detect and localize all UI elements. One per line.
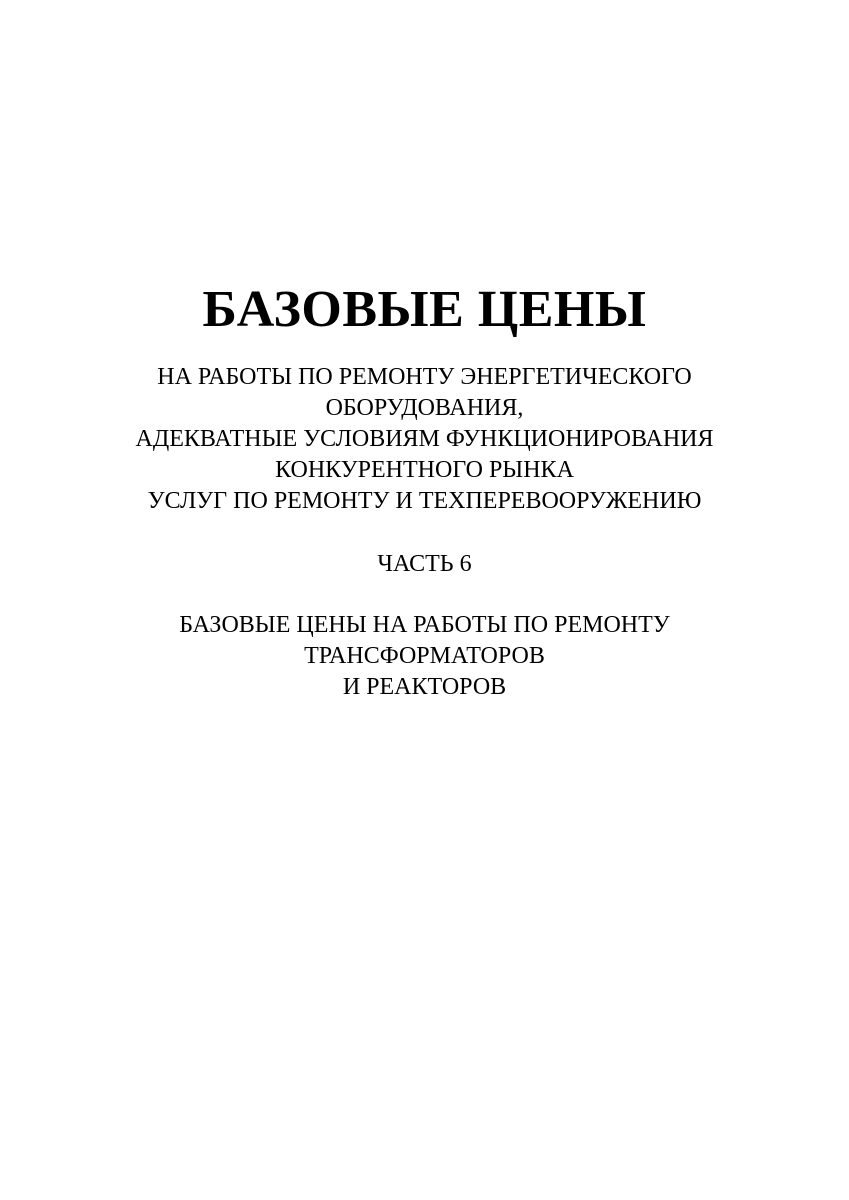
part-title: [0, 610, 849, 703]
subtitle-line: АДЕКВАТНЫЕ УСЛОВИЯМ ФУНКЦИОНИРОВАНИЯ: [135, 426, 714, 452]
part-title-line: И РЕАКТОРОВ: [342, 674, 507, 700]
document-title: БАЗОВЫЕ ЦЕНЫ: [202, 281, 647, 338]
subtitle-line: ОБОРУДОВАНИЯ,: [325, 395, 524, 421]
subtitle-line: НА РАБОТЫ ПО РЕМОНТУ ЭНЕРГЕТИЧЕСКОГО: [157, 364, 692, 390]
part-title-line: ТРАНСФОРМАТОРОВ: [304, 643, 545, 669]
subtitle-line: КОНКУРЕНТНОГО РЫНКА: [275, 457, 574, 483]
part-label: ЧАСТЬ 6: [377, 551, 472, 577]
subtitle-line: УСЛУГ ПО РЕМОНТУ И ТЕХПЕРЕВООРУЖЕНИЮ: [147, 488, 702, 514]
part-title-line: БАЗОВЫЕ ЦЕНЫ НА РАБОТЫ ПО РЕМОНТУ: [179, 612, 670, 638]
document-subtitle: [0, 362, 849, 517]
